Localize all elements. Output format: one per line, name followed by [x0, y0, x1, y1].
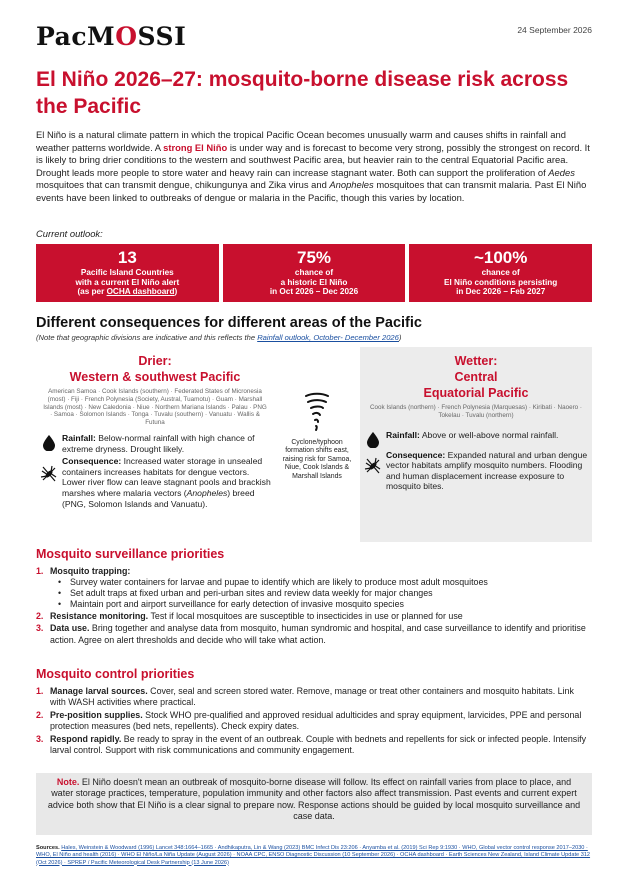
list-item: 2. Pre-position supplies. Stock WHO pre-qualified and approved residual adulticides and spray equipment, larvicides, PPE and personal protection measures (bed nets, repellents). Check expiry dates.: [36, 710, 582, 732]
stat-description: chance of a historic El Niño in Oct 2026 – Dec 2026: [269, 268, 359, 297]
wetter-heading: Wetter: Central Equatorial Pacific: [423, 354, 529, 400]
intro-paragraph: El Niño is a natural climate pattern in which the tropical Pacific Ocean becomes unusually warm and causes shifts in rainfall and weather patterns worldwide. A strong El Niño is under way and is forecast to become very strong, possibly the strongest on record. It is likely to bring drier conditions to the western and southwest Pacific area, but heavier rain to the central Equatorial Pacific area. Drought leads more people to store water and heavy rain can increase stagnant water. Both can support the proliferation of Aedes mosquitoes that can transmit dengue, chikungunya and Zika virus and Anopheles mosquitoes that can transmit malaria. Past El Niño events have been linked to outbreaks of dengue or malaria in the Pacific, though this varies by location.: [36, 129, 590, 203]
header: [36, 22, 592, 56]
page-title: El Niño 2026–27: mosquito-borne disease risk across the Pacific: [36, 68, 569, 118]
drier-panel: [36, 347, 274, 542]
wetter-countries: Cook Islands (northern) · French Polynesia (Marquesas) · Kiribati · Naoero · Tokelau · Tuvalu (northern): [369, 404, 583, 419]
cyclone-icon: [278, 392, 356, 437]
list-subitem: • Maintain port and airport surveillance for early detection of invasive mosquito species: [58, 599, 404, 610]
wetter-consequence: Consequence: Expanded natural and urban dengue vector habitats amplify mosquito numbers. Flooding and human displacement increase exposure to mosquito bites.: [360, 450, 592, 492]
wetter-rainfall: Rainfall: Above or well-above normal rainfall.: [360, 430, 592, 448]
stat-description: chance of El Niño conditions persisting in Dec 2026 – Feb 2027: [444, 268, 558, 297]
consequences-title: Different consequences for different areas of the Pacific: [36, 315, 422, 331]
sources: Sources. Hales, Weinstein & Woodward (1996) Lancet 348:1664–1665 · Andhikaputra, Lin & Wang (2023) BMC Infect Dis 23:206 · Anyamba et al. (2019) Sci Rep 9:1930 · WHO, Global vector control response 2017–2030 · WHO, El Niño and health (2016) · WHO El Niño/La Niña Update (August 2026) · NOAA CPC, ENSO Diagnostic Discussion (10 September 2026) · OCHA dashboard · Earth Sciences New Zealand, Island Climate Update 312 (Oct 2026) · SPREP / Pacific Meteorological Desk Partnership (13 June 2026): [36, 845, 591, 866]
drier-countries: American Samoa · Cook Islands (southern) · Federated States of Micronesia (most) · Fiji · French Polynesia (Society, Austral, Tuamotu) · Guam · Marshall Islands (most) · New Caledonia · Niue · Northern Mariana Islands · Palau · PNG · Samoa · Solomon Islands · Tonga · Tuvalu (southern) · Vanuatu · Wallis & Futuna: [43, 388, 267, 427]
mosquito-icon: [360, 450, 386, 476]
wetter-panel: [360, 347, 592, 542]
list-item: 2. Resistance monitoring. Test if local mosquitoes are susceptible to insecticides in use or planned for use: [36, 611, 463, 622]
list-subitem: • Set adult traps at fixed urban and peri-urban sites and review data weekly for major changes: [58, 588, 433, 599]
drier-heading: Drier: Western & southwest Pacific: [69, 354, 241, 384]
pacmossi-logo: PacMOSSI: [36, 22, 187, 51]
control-title: Mosquito control priorities: [36, 667, 195, 681]
control-list: [36, 686, 592, 757]
water-drop-icon: [360, 430, 386, 448]
list-subitem: • Survey water containers for larvae and pupae to identify which are likely to produce most adult mosquitoes: [58, 577, 488, 588]
outlook-label: Current outlook:: [36, 228, 103, 239]
list-item: 3. Data use. Bring together and analyse data from mosquito, human syndromic and hospital, and case surveillance to identify and prioritise action. Agree on alert thresholds and decide who will take what action.: [36, 623, 586, 645]
mosquito-icon: [36, 456, 62, 484]
list-item: 3. Respond rapidly. Be ready to spray in the event of an outbreak. Couple with bednets and repellents for sick or infected people. Intensify larval control. Support with risk communications and community engagement.: [36, 734, 587, 756]
ocha-dashboard-link[interactable]: OCHA dashboard: [106, 287, 175, 297]
surveillance-list: [36, 566, 592, 646]
sources-links[interactable]: Hales, Weinstein & Woodward (1996) Lancet 348:1664–1665 · Andhikaputra, Lin & Wang (2023) BMC Infect Dis 23:206 · Anyamba et al. (2019) Sci Rep 9:1930 · WHO, Global vector control response 2017–2030 · WHO, El Niño and health (2016) · WHO El Niño/La Niña Update (August 2026) · NOAA CPC, ENSO Diagnostic Discussion (10 September 2026) · OCHA dashboard · Earth Sciences New Zealand, Island Climate Update 312 (Oct 2026) · SPREP / Pacific Meteorological Desk Partnership (13 June 2026): [36, 845, 591, 866]
list-item: 1. Manage larval sources. Cover, seal and screen stored water. Remove, manage or treat other containers and mosquito habitats. Link with WASH activities where practical.: [36, 686, 574, 708]
cyclone-note: Cyclone/typhoon formation shifts east, raising risk for Samoa, Niue, Cook Islands & Marshall Islands: [278, 392, 356, 481]
outlook-stats: [36, 244, 592, 302]
stat-description: Pacific Island Countries with a current El Niño alert (as per OCHA dashboard): [75, 268, 180, 297]
drier-consequence: Consequence: Increased water storage in unsealed containers increases habitats for dengue vectors. Lower river flow can leave stagnant pools and brackish marshes where malaria vectors (Anopheles) breed (PNG, Solomon Islands and Vanuatu).: [36, 456, 274, 509]
stat-historic-chance: [223, 244, 406, 302]
stat-number: ~100%: [473, 248, 528, 267]
stat-persisting-chance: [409, 244, 592, 302]
surveillance-title: Mosquito surveillance priorities: [36, 547, 225, 561]
rainfall-outlook-link[interactable]: Rainfall outlook, October- December 2026: [257, 333, 399, 342]
water-drop-icon: [36, 433, 62, 451]
publication-date: 24 September 2026: [517, 25, 592, 35]
consequences-note: (Note that geographic divisions are indicative and this reflects the Rainfall outlook, October- December 2026): [36, 333, 402, 342]
note-box: Note. El Niño doesn't mean an outbreak of mosquito-borne disease will follow. Its effect on rainfall varies from place to place, and water storage practices, temperature, population immunity and other factors also affect transmission. Past events and current expert advice both show that El Niño is a clear signal to prepare now. Response actions should be guided by local mosquito surveillance and case data.: [36, 773, 592, 835]
stat-number: 13: [117, 248, 137, 267]
list-item: 1. Mosquito trapping:: [36, 566, 131, 576]
stat-number: 75%: [296, 248, 332, 267]
drier-rainfall: Rainfall: Below-normal rainfall with high chance of extreme dryness. Drought likely.: [36, 433, 274, 454]
stat-alert-countries: [36, 244, 219, 302]
